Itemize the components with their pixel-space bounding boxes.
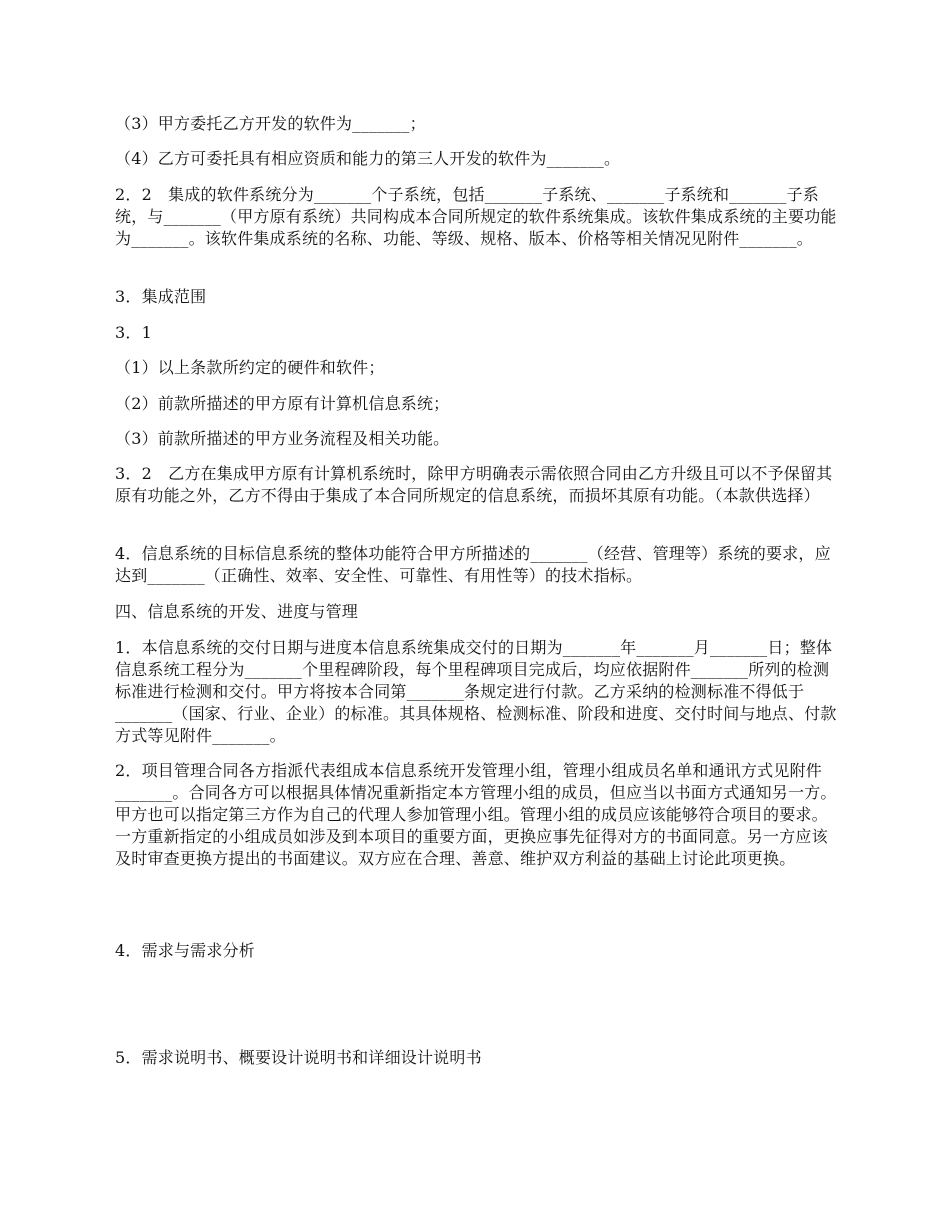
clause-2-2: 2．2 集成的软件系统分为_______个子系统，包括_______子系统、_______子系统和_______子系统，与_______（甲方原有系统）共同构成本合同所规定的软件系统集成。该软件集成系统的主要功能为_______。该软件集成系统的名称、功能、等级、规格、版本、价格等相关情况见附件_______。 (115, 185, 837, 248)
item-2: （2）前款所描述的甲方原有计算机信息系统； (115, 394, 450, 413)
clause-3-3: （3）甲方委托乙方开发的软件为_______； (115, 114, 426, 133)
clause-3-2: 3．2 乙方在集成甲方原有计算机系统时，除甲方明确表示需依照合同由乙方升级且可以不予保留其原有功能之外，乙方不得由于集成了本合同所规定的信息系统，而损坏其原有功能。（本款供选择） (115, 464, 833, 505)
section-heading-4: 四、信息系统的开发、进度与管理 (115, 602, 359, 621)
clause-3-1: 3．1 (115, 323, 152, 342)
clause-4-1: 1．本信息系统的交付日期与进度本信息系统集成交付的日期为_______年_______月_______日；整体信息系统工程分为_______个里程碑阶段，每个里程碑项目完成后，均应依据附件_______所列的检测标准进行检测和交付。甲方将按本合同第_______条规定进行付款。乙方采纳的检测标准不得低于_______（国家、行业、企业）的标准。其具体规格、检测标准、阶段和进度、交付时间与地点、付款方式等见附件_______。 (115, 638, 837, 745)
clause-4: 4．信息系统的目标信息系统的整体功能符合甲方所描述的_______（经营、管理等）系统的要求，应达到_______（正确性、效率、安全性、可靠性、有用性等）的技术指标。 (115, 544, 831, 585)
clause-4-2: 2．项目管理合同各方指派代表组成本信息系统开发管理小组，管理小组成员名单和通讯方式见附件_______。合同各方可以根据具体情况重新指定本方管理小组的成员，但应当以书面方式通知另一方。甲方也可以指定第三方作为自己的代理人参加管理小组。管理小组的成员应该能够符合项目的要求。一方重新指定的小组成员如涉及到本项目的重要方面，更换应事先征得对方的书面同意。另一方应该及时审查更换方提出的书面建议。双方应在合理、善意、维护双方利益的基础上讨论此项更换。 (115, 761, 837, 868)
section-heading-3: 3．集成范围 (115, 287, 207, 306)
heading-specifications: 5．需求说明书、概要设计说明书和详细设计说明书 (115, 1048, 482, 1067)
clause-3-4: （4）乙方可委托具有相应资质和能力的第三人开发的软件为_______。 (115, 149, 621, 168)
item-1: （1）以上条款所约定的硬件和软件； (115, 358, 385, 377)
item-3: （3）前款所描述的甲方业务流程及相关功能。 (115, 429, 450, 448)
heading-requirements: 4．需求与需求分析 (115, 941, 255, 960)
